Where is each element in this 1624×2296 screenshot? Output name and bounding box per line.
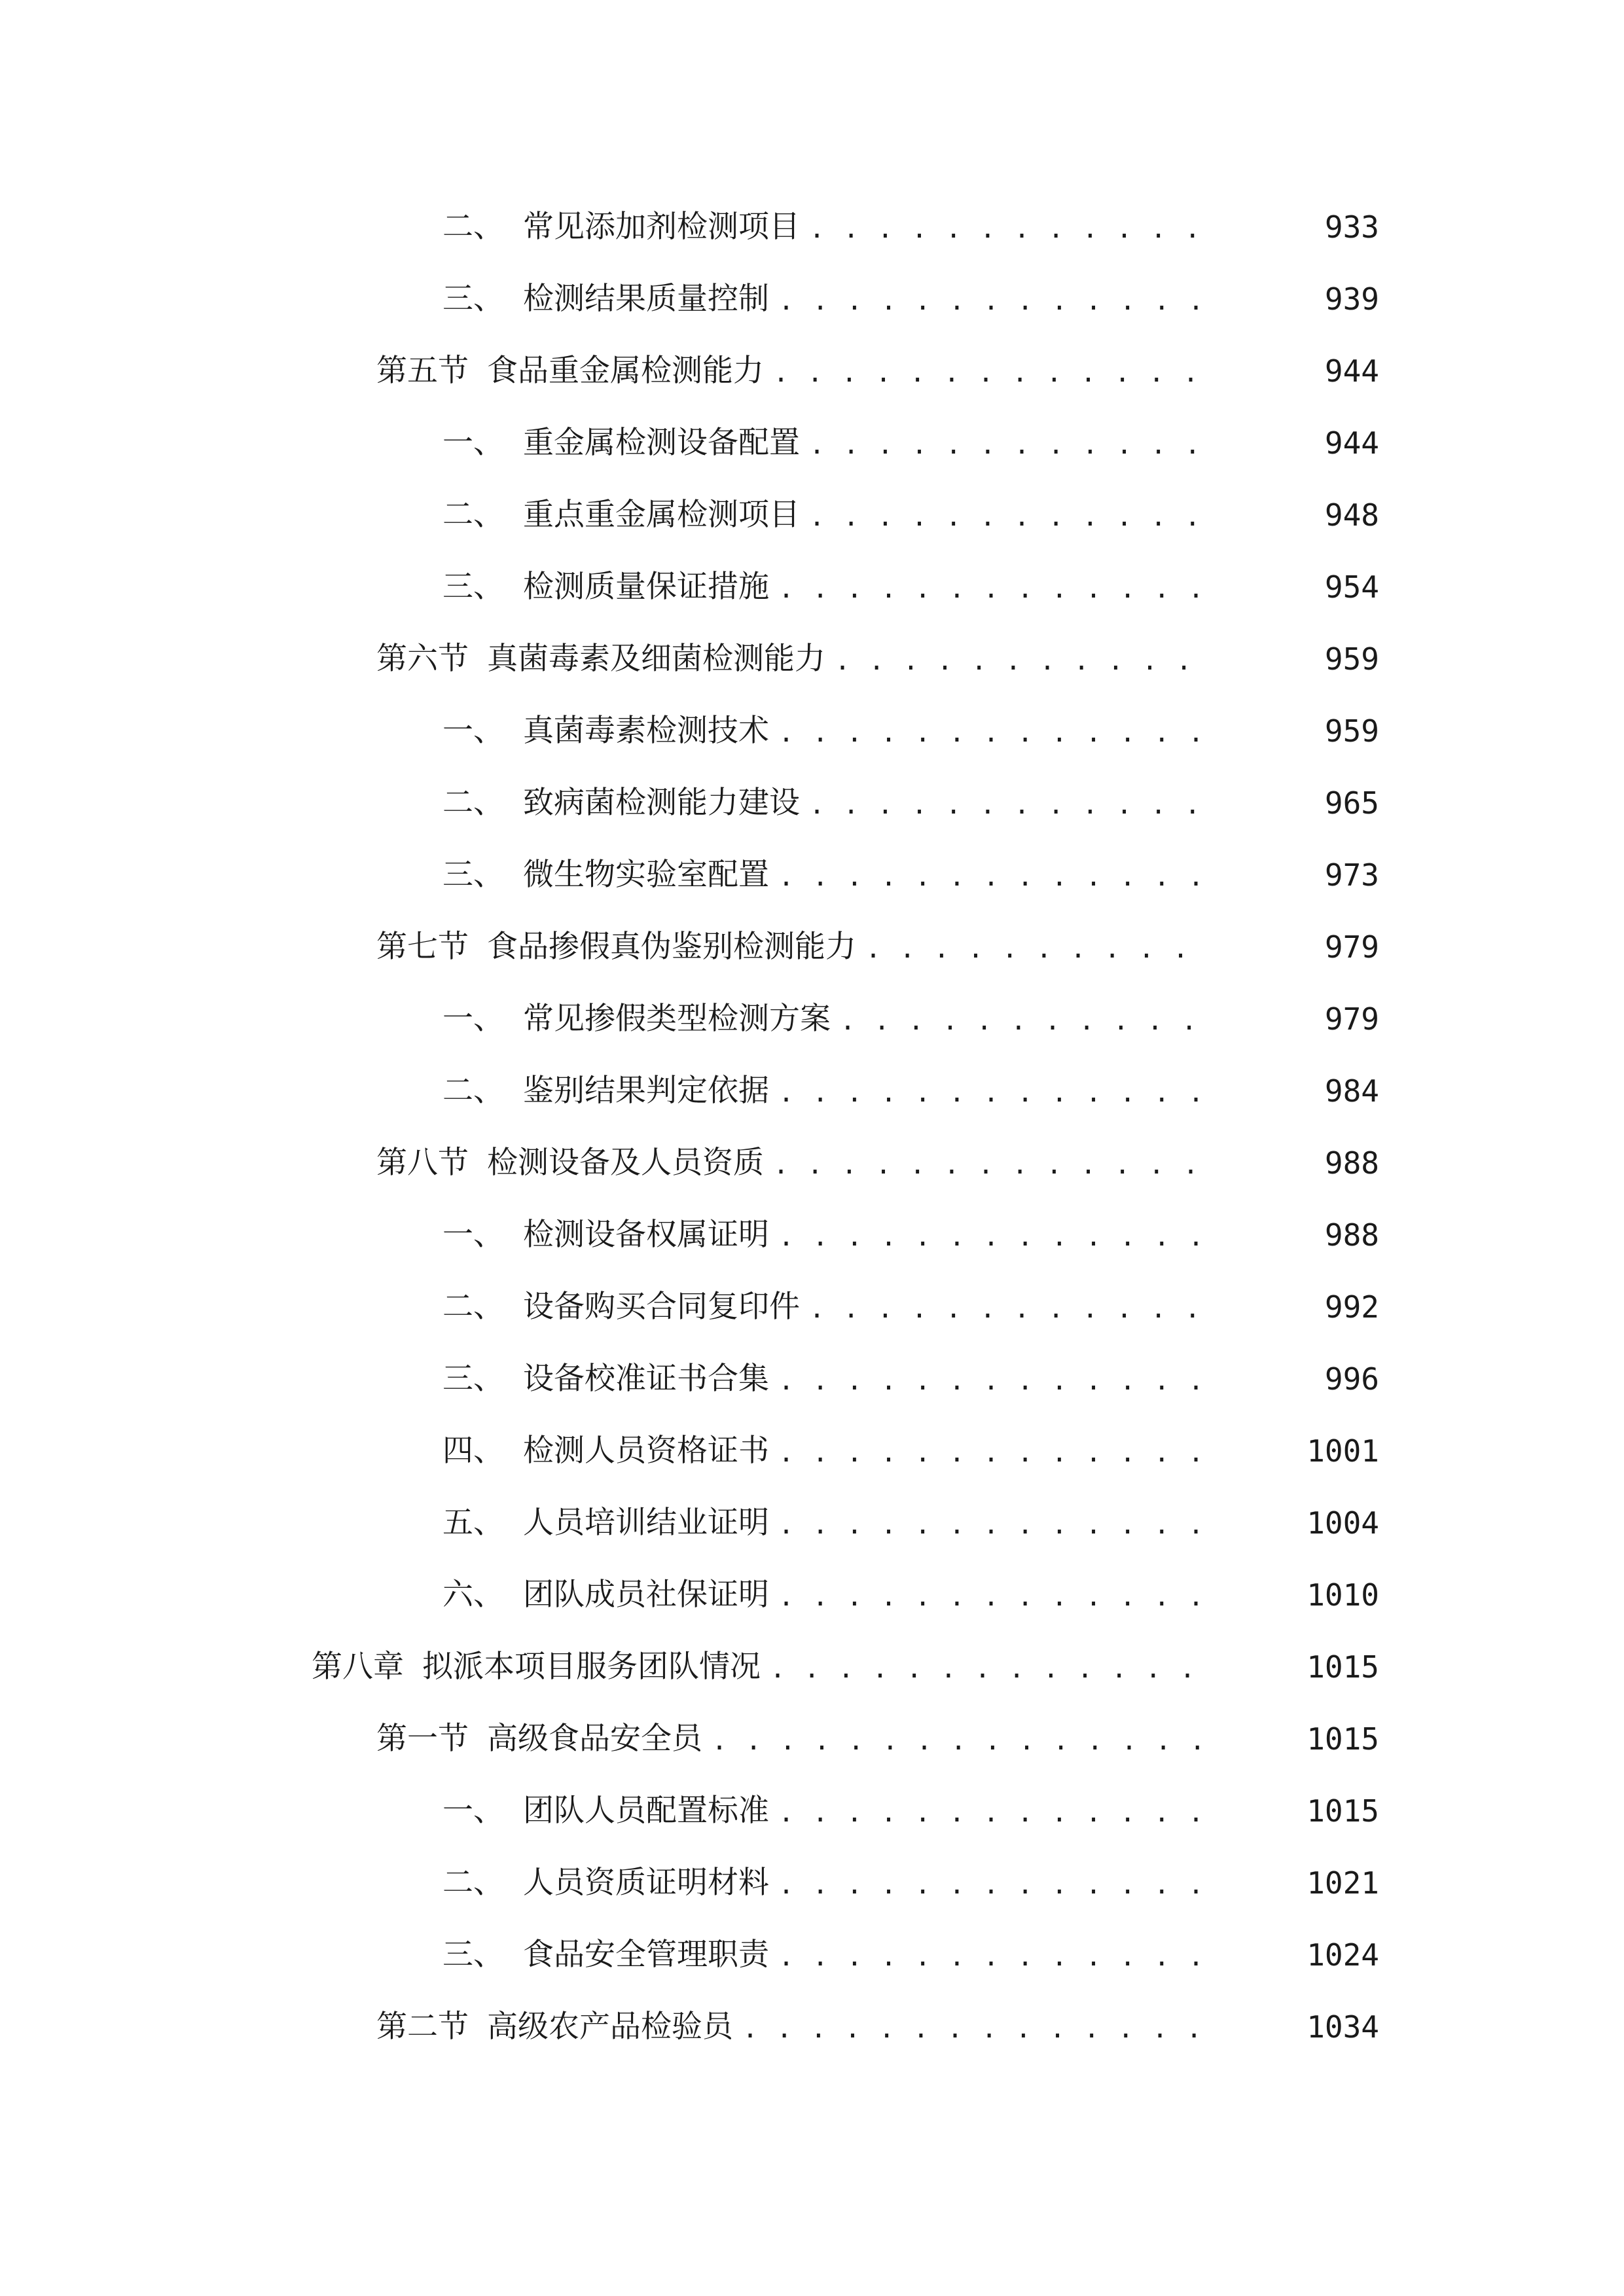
dot-leader [778,708,1205,754]
toc-entry-page-number: 1024 [1307,1937,1379,1973]
toc-entry[interactable] [0,1343,1624,1415]
toc-entry[interactable] [0,1127,1624,1199]
toc-entry-page-number: 988 [1324,1145,1379,1181]
toc-entry-page-number: 1010 [1307,1577,1379,1613]
toc-entry-page-number: 959 [1324,713,1379,749]
toc-entry-number: 一、 [442,713,504,749]
toc-entry[interactable] [0,335,1624,407]
dot-leader [712,1716,1205,1762]
toc-entry-number: 一、 [442,425,504,461]
toc-entry-number: 第五节 [376,353,469,389]
toc-entry-page-number: 979 [1324,1001,1379,1037]
toc-entry-page-number: 933 [1324,209,1379,245]
toc-entry-page-number: 1015 [1307,1721,1379,1757]
toc-entry-title: 高级农产品检验员 [487,2009,733,2045]
toc-entry-number: 三、 [442,281,504,317]
toc-entry-title: 高级食品安全员 [487,1721,702,1757]
toc-entry-title: 人员资质证明材料 [523,1865,769,1901]
toc-entry-page-number: 1015 [1307,1793,1379,1829]
toc-entry-number: 第一节 [376,1721,469,1757]
dot-leader [778,1428,1205,1474]
toc-entry[interactable] [0,551,1624,623]
toc-entry-page-number: 948 [1324,497,1379,533]
dot-leader [778,852,1205,898]
toc-entry-page-number: 1001 [1307,1433,1379,1469]
toc-entry-title: 检测设备权属证明 [523,1217,769,1253]
dot-leader [778,1788,1205,1834]
dot-leader [865,924,1205,970]
toc-entry-title: 致病菌检测能力建设 [523,785,800,821]
toc-entry-title: 设备校准证书合集 [523,1361,769,1397]
toc-entry-title: 微生物实验室配置 [523,857,769,893]
dot-leader [778,1068,1205,1114]
dot-leader [840,996,1205,1042]
toc-entry[interactable] [0,1055,1624,1127]
toc-entry[interactable] [0,1487,1624,1559]
dot-leader [778,1500,1205,1546]
toc-entry[interactable] [0,1559,1624,1631]
dot-leader [778,1860,1205,1906]
toc-entry-number: 第八章 [312,1649,404,1685]
toc-entry-page-number: 944 [1324,425,1379,461]
toc-entry[interactable] [0,1703,1624,1775]
dot-leader [742,2004,1205,2050]
toc-entry-page-number: 1004 [1307,1505,1379,1541]
toc-entry-number: 二、 [442,785,504,821]
toc-entry-page-number: 954 [1324,569,1379,605]
dot-leader [778,276,1205,322]
toc-entry-number: 三、 [442,1361,504,1397]
toc-entry-title: 食品重金属检测能力 [487,353,764,389]
toc-entry[interactable] [0,983,1624,1055]
toc-entry[interactable] [0,767,1624,839]
toc-entry-page-number: 1021 [1307,1865,1379,1901]
toc-entry-number: 第二节 [376,2009,469,2045]
toc-entry-title: 设备购买合同复印件 [523,1289,800,1325]
toc-entry-page-number: 973 [1324,857,1379,893]
toc-entry-page-number: 1034 [1307,2009,1379,2045]
toc-entry[interactable] [0,1775,1624,1847]
toc-entry-page-number: 988 [1324,1217,1379,1253]
dot-leader [778,1932,1205,1978]
toc-entry[interactable] [0,839,1624,911]
dot-leader [835,636,1205,682]
toc-entry-number: 三、 [442,857,504,893]
toc-entry-page-number: 965 [1324,785,1379,821]
toc-entry-page-number: 979 [1324,929,1379,965]
toc-entry-number: 四、 [442,1433,504,1469]
toc-entry[interactable] [0,407,1624,479]
toc-entry-title: 食品掺假真伪鉴别检测能力 [487,929,856,965]
toc-entry-title: 常见添加剂检测项目 [523,209,800,245]
dot-leader [778,564,1205,610]
toc-entry-number: 一、 [442,1793,504,1829]
toc-entry-title: 重金属检测设备配置 [523,425,800,461]
toc-entry-title: 真菌毒素及细菌检测能力 [487,641,825,677]
dot-leader [809,780,1205,826]
dot-leader [778,1572,1205,1618]
toc-entry[interactable] [0,1847,1624,1919]
toc-entry-title: 真菌毒素检测技术 [523,713,769,749]
toc-entry-title: 拟派本项目服务团队情况 [422,1649,761,1685]
toc-entry-title: 检测人员资格证书 [523,1433,769,1469]
toc-entry-number: 第七节 [376,929,469,965]
dot-leader [809,204,1205,250]
toc-entry[interactable] [0,479,1624,551]
toc-entry-title: 人员培训结业证明 [523,1505,769,1541]
toc-entry[interactable] [0,623,1624,695]
toc-entry-number: 五、 [442,1505,504,1541]
table-of-contents [0,191,1624,2063]
toc-entry[interactable] [0,1631,1624,1703]
dot-leader [809,1284,1205,1330]
toc-entry-page-number: 984 [1324,1073,1379,1109]
toc-entry[interactable] [0,1991,1624,2063]
toc-entry-number: 一、 [442,1217,504,1253]
dot-leader [809,420,1205,466]
toc-entry-page-number: 959 [1324,641,1379,677]
toc-entry-number: 六、 [442,1577,504,1613]
toc-entry-page-number: 944 [1324,353,1379,389]
toc-entry-title: 鉴别结果判定依据 [523,1073,769,1109]
dot-leader [773,348,1205,394]
toc-entry-number: 第六节 [376,641,469,677]
toc-entry-number: 二、 [442,1073,504,1109]
toc-entry-title: 食品安全管理职责 [523,1937,769,1973]
toc-entry-page-number: 992 [1324,1289,1379,1325]
toc-entry-number: 三、 [442,569,504,605]
toc-entry[interactable] [0,191,1624,263]
dot-leader [770,1644,1205,1690]
toc-entry[interactable] [0,1199,1624,1271]
toc-entry[interactable] [0,1271,1624,1343]
dot-leader [778,1356,1205,1402]
dot-leader [809,492,1205,538]
toc-entry-title: 重点重金属检测项目 [523,497,800,533]
toc-entry-number: 二、 [442,209,504,245]
toc-entry-title: 检测结果质量控制 [523,281,769,317]
toc-entry-title: 检测设备及人员资质 [487,1145,764,1181]
toc-entry-number: 第八节 [376,1145,469,1181]
toc-entry-number: 一、 [442,1001,504,1037]
toc-entry[interactable] [0,911,1624,983]
toc-entry-title: 检测质量保证措施 [523,569,769,605]
toc-entry-number: 二、 [442,1865,504,1901]
toc-entry-number: 二、 [442,1289,504,1325]
toc-entry-number: 三、 [442,1937,504,1973]
toc-entry-page-number: 996 [1324,1361,1379,1397]
toc-entry[interactable] [0,263,1624,335]
toc-entry[interactable] [0,1919,1624,1991]
dot-leader [773,1140,1205,1186]
toc-entry-page-number: 939 [1324,281,1379,317]
toc-entry-page-number: 1015 [1307,1649,1379,1685]
toc-entry-title: 常见掺假类型检测方案 [523,1001,831,1037]
toc-entry[interactable] [0,695,1624,767]
toc-entry-title: 团队人员配置标准 [523,1793,769,1829]
toc-entry-title: 团队成员社保证明 [523,1577,769,1613]
toc-entry-number: 二、 [442,497,504,533]
toc-entry[interactable] [0,1415,1624,1487]
dot-leader [778,1212,1205,1258]
